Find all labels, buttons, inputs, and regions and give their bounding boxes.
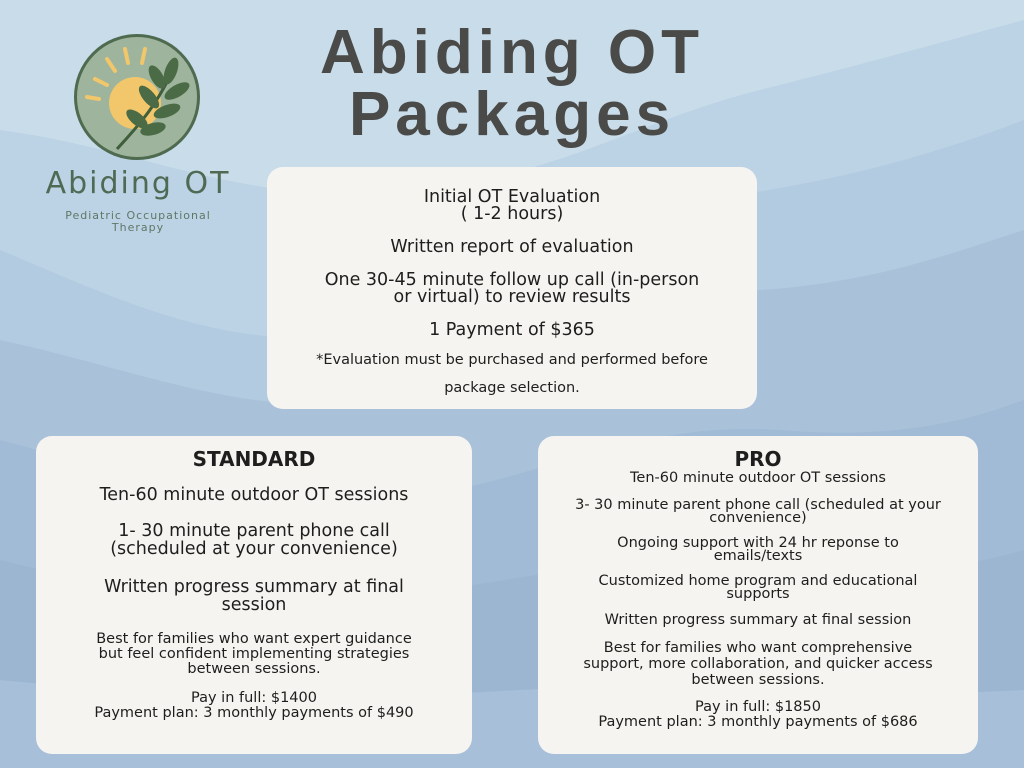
standard-pay-plan: Payment plan: 3 monthly payments of $490 [94,705,414,721]
eval-duration: ( 1-2 hours) [460,204,564,224]
logo-emblem [74,34,200,160]
pro-best-line-3: between sessions. [691,672,825,688]
pro-summary: Written progress summary at final session [604,612,912,628]
eval-note-line-1: *Evaluation must be purchased and performed before [316,352,708,368]
pro-support-line-1: Ongoing support with 24 hr reponse to [617,535,899,551]
page-title [290,18,734,149]
eval-payment: 1 Payment of $365 [429,320,595,340]
standard-summary-line-2: session [221,595,287,615]
standard-call-line-1: 1- 30 minute parent phone call [118,521,390,541]
pro-pay-plan: Payment plan: 3 monthly payments of $686 [598,714,918,730]
pro-sessions: Ten-60 minute outdoor OT sessions [630,470,886,486]
brand-name: Abiding OT [45,166,231,201]
brand-tagline: Pediatric Occupational Therapy [65,209,211,234]
pro-package-card [538,436,978,754]
evaluation-card [267,167,757,409]
eval-title: Initial OT Evaluation [423,187,601,207]
standard-sessions: Ten-60 minute outdoor OT sessions [99,485,409,505]
pro-program-line-2: supports [726,586,790,602]
standard-title: STANDARD [192,447,316,471]
standard-best-line-3: between sessions. [187,661,321,677]
standard-call-line-2: (scheduled at your convenience) [110,539,398,559]
standard-package-card [36,436,472,754]
eval-followup-line-1: One 30-45 minute follow up call (in-person [324,270,700,290]
standard-best-line-2: but feel confident implementing strategies [98,646,410,662]
page-title-line-1: Abiding OT [319,18,705,87]
eval-report: Written report of evaluation [390,237,634,257]
pro-call-line-2: convenience) [709,510,807,526]
pro-best-line-2: support, more collaboration, and quicker access [583,656,933,672]
standard-best-line-1: Best for families who want expert guidance [96,631,412,647]
standard-summary-line-1: Written progress summary at final [104,577,404,597]
pro-title: PRO [734,447,782,471]
page-title-line-2: Packages [348,80,676,149]
eval-followup-line-2: or virtual) to review results [393,287,631,307]
pro-best-line-1: Best for families who want comprehensive [603,640,913,656]
standard-pay-full: Pay in full: $1400 [191,690,317,706]
pro-program-line-1: Customized home program and educational [598,573,918,589]
pro-pay-full: Pay in full: $1850 [695,699,821,715]
eval-note-line-2: package selection. [444,380,580,396]
pro-support-line-2: emails/texts [713,548,803,564]
sun-and-leaf-icon [77,37,197,157]
pro-call-line-1: 3- 30 minute parent phone call (scheduled at your [575,497,941,513]
